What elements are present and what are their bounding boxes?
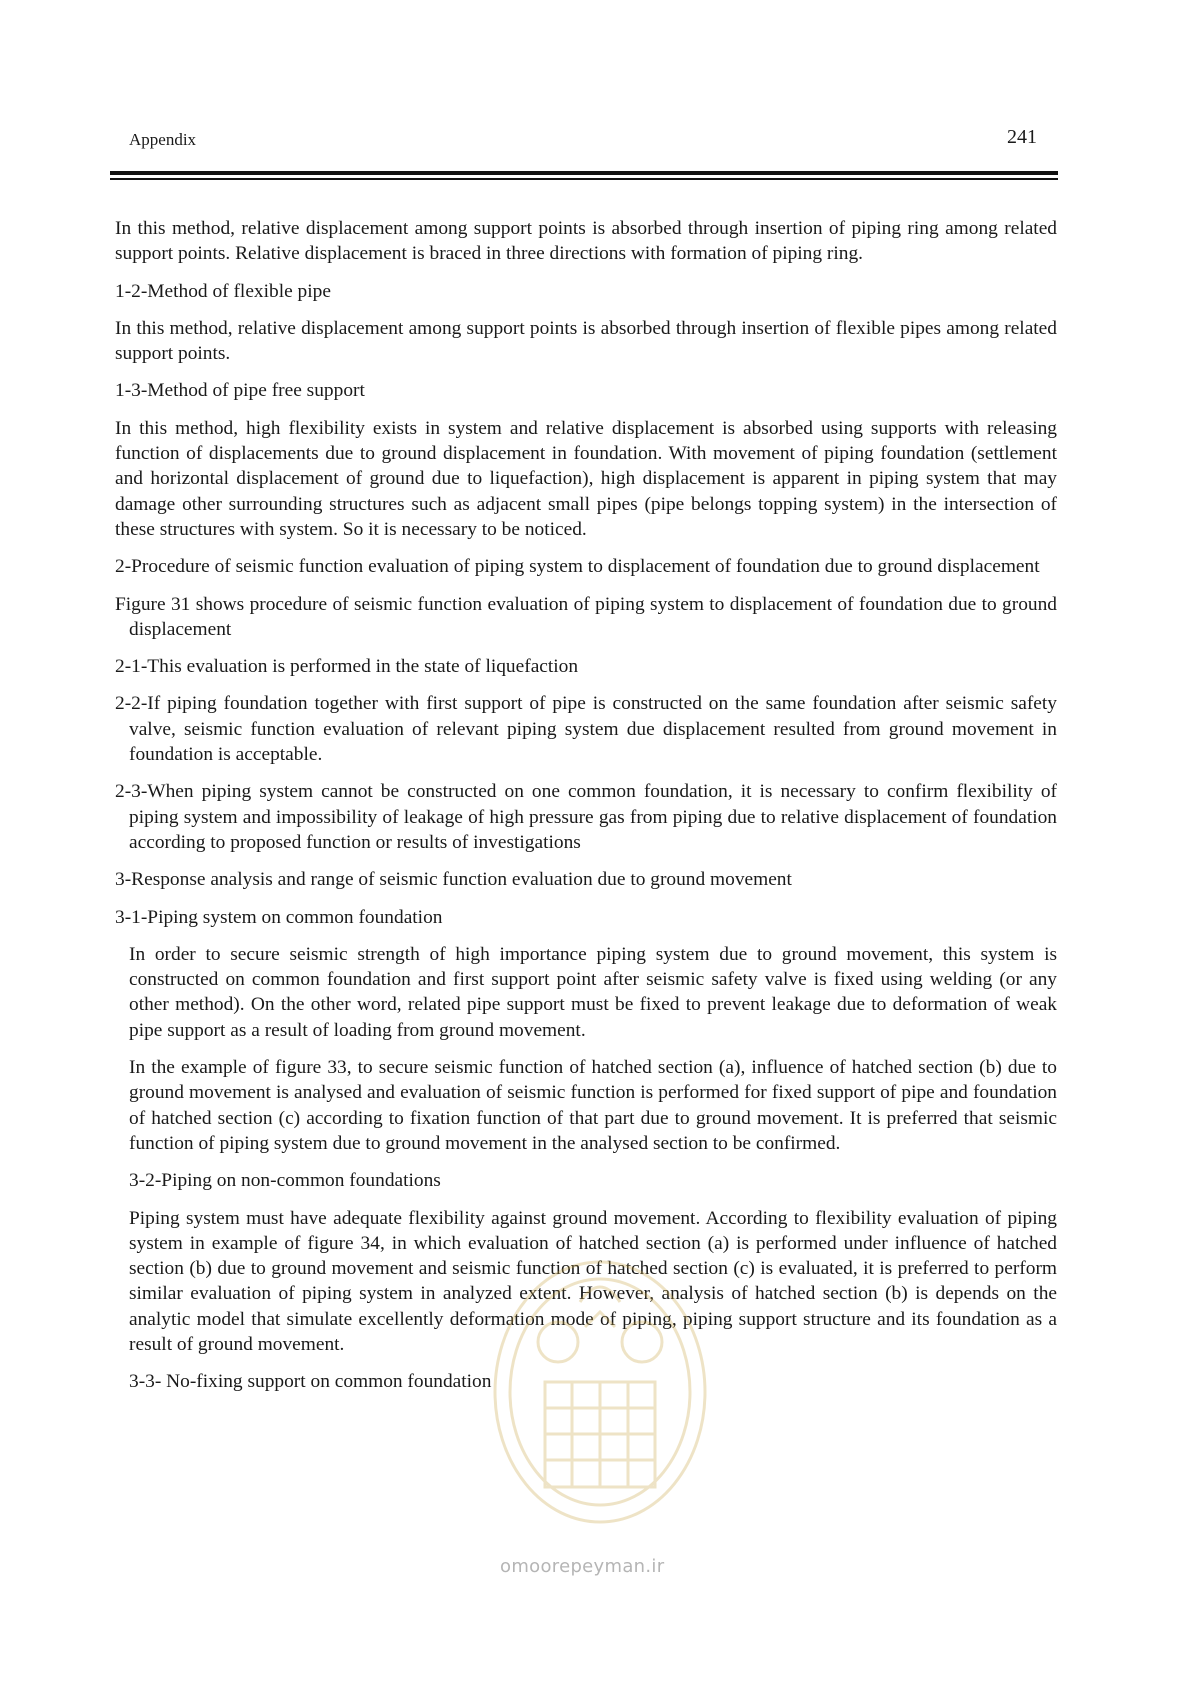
heading-1-3: 1-3-Method of pipe free support bbox=[115, 380, 365, 402]
heading-1-2: 1-2-Method of flexible pipe bbox=[115, 280, 331, 302]
watermark-text: omoorepeyman.ir bbox=[500, 1556, 665, 1577]
paragraph-piping-ring: In this method, relative displacement among support points is absorbed through insertion of piping ring among related support points. Relative displacement is braced in three directions with formation of piping ring. bbox=[115, 218, 1057, 265]
heading-3-1: 3-1-Piping system on common foundation bbox=[115, 906, 443, 928]
running-header: Appendix bbox=[129, 130, 197, 149]
item-2-3: 2-3-When piping system cannot be constructed on one common foundation, it is necessary to confirm flexibility of piping system and impossibility of leakage of high pressure gas from piping due to relative displacement of foundation according to proposed function or results of investigations bbox=[115, 781, 1057, 853]
paragraph-non-common-foundations: Piping system must have adequate flexibility against ground movement. According to flexibility evaluation of piping system in example of figure 34, in which evaluation of hatched section (a) is performed under influence of hatched section (b) due to ground movement and seismic function of hatched section (c) is evaluated, it is preferred to perform similar evaluation of piping system in analyzed extent. However, analysis of hatched section (b) is depends on the analytic model that simulate excellently deformation mode of piping, piping support structure and its foundation as a result of ground movement. bbox=[129, 1207, 1057, 1355]
heading-2: 2-Procedure of seismic function evaluation of piping system to displacement of foundation due to ground displacement bbox=[115, 556, 1040, 578]
header-rule-thin bbox=[110, 178, 1058, 180]
heading-3: 3-Response analysis and range of seismic function evaluation due to ground movement bbox=[115, 869, 792, 891]
paragraph-flexible-pipe: In this method, relative displacement among support points is absorbed through insertion of flexible pipes among related support points. bbox=[115, 317, 1057, 365]
paragraph-free-support: In this method, high flexibility exists in system and relative displacement is absorbed using supports with releasing function of displacements due to ground displacement in foundation. With movement of piping foundation (settlement and horizontal displacement of ground due to liquefaction), high displacement is apparent in piping system that may damage other surrounding structures such as adjacent small pipes (pipe belongs topping system) in the intersection of these structures with system. So it is necessary to be noticed. bbox=[115, 417, 1057, 540]
item-2-2: 2-2-If piping foundation together with first support of pipe is constructed on the same foundation after seismic safety valve, seismic function evaluation of relevant piping system due displacement resulted from ground movement in foundation is acceptable. bbox=[115, 693, 1057, 766]
paragraph-common-foundation: In order to secure seismic strength of high importance piping system due to ground movement, this system is constructed on common foundation and first support point after seismic safety valve is fixed using welding (or any other method). On the other word, related pipe support must be fixed to prevent leakage due to deformation of weak pipe support as a result of loading from ground movement. bbox=[129, 943, 1057, 1041]
body-text bbox=[115, 216, 1057, 1407]
header-rule-thick bbox=[110, 171, 1058, 175]
heading-3-3: 3-3- No-fixing support on common foundation bbox=[129, 1371, 492, 1393]
paragraph-figure-33: In the example of figure 33, to secure seismic function of hatched section (a), influence of hatched section (b) due to ground movement is analysed and evaluation of seismic function is performed for fixed support of pipe and foundation of hatched section (c) according to fixation function of that part due to ground movement. It is preferred that seismic function of piping system due to ground movement in the analysed section to be confirmed. bbox=[129, 1057, 1057, 1154]
page-number: 241 bbox=[1007, 126, 1037, 148]
heading-3-2: 3-2-Piping on non-common foundations bbox=[129, 1170, 441, 1192]
paragraph-figure-31: Figure 31 shows procedure of seismic function evaluation of piping system to displacement of foundation due to ground displacement bbox=[115, 593, 1057, 640]
item-2-1: 2-1-This evaluation is performed in the state of liquefaction bbox=[115, 656, 579, 678]
